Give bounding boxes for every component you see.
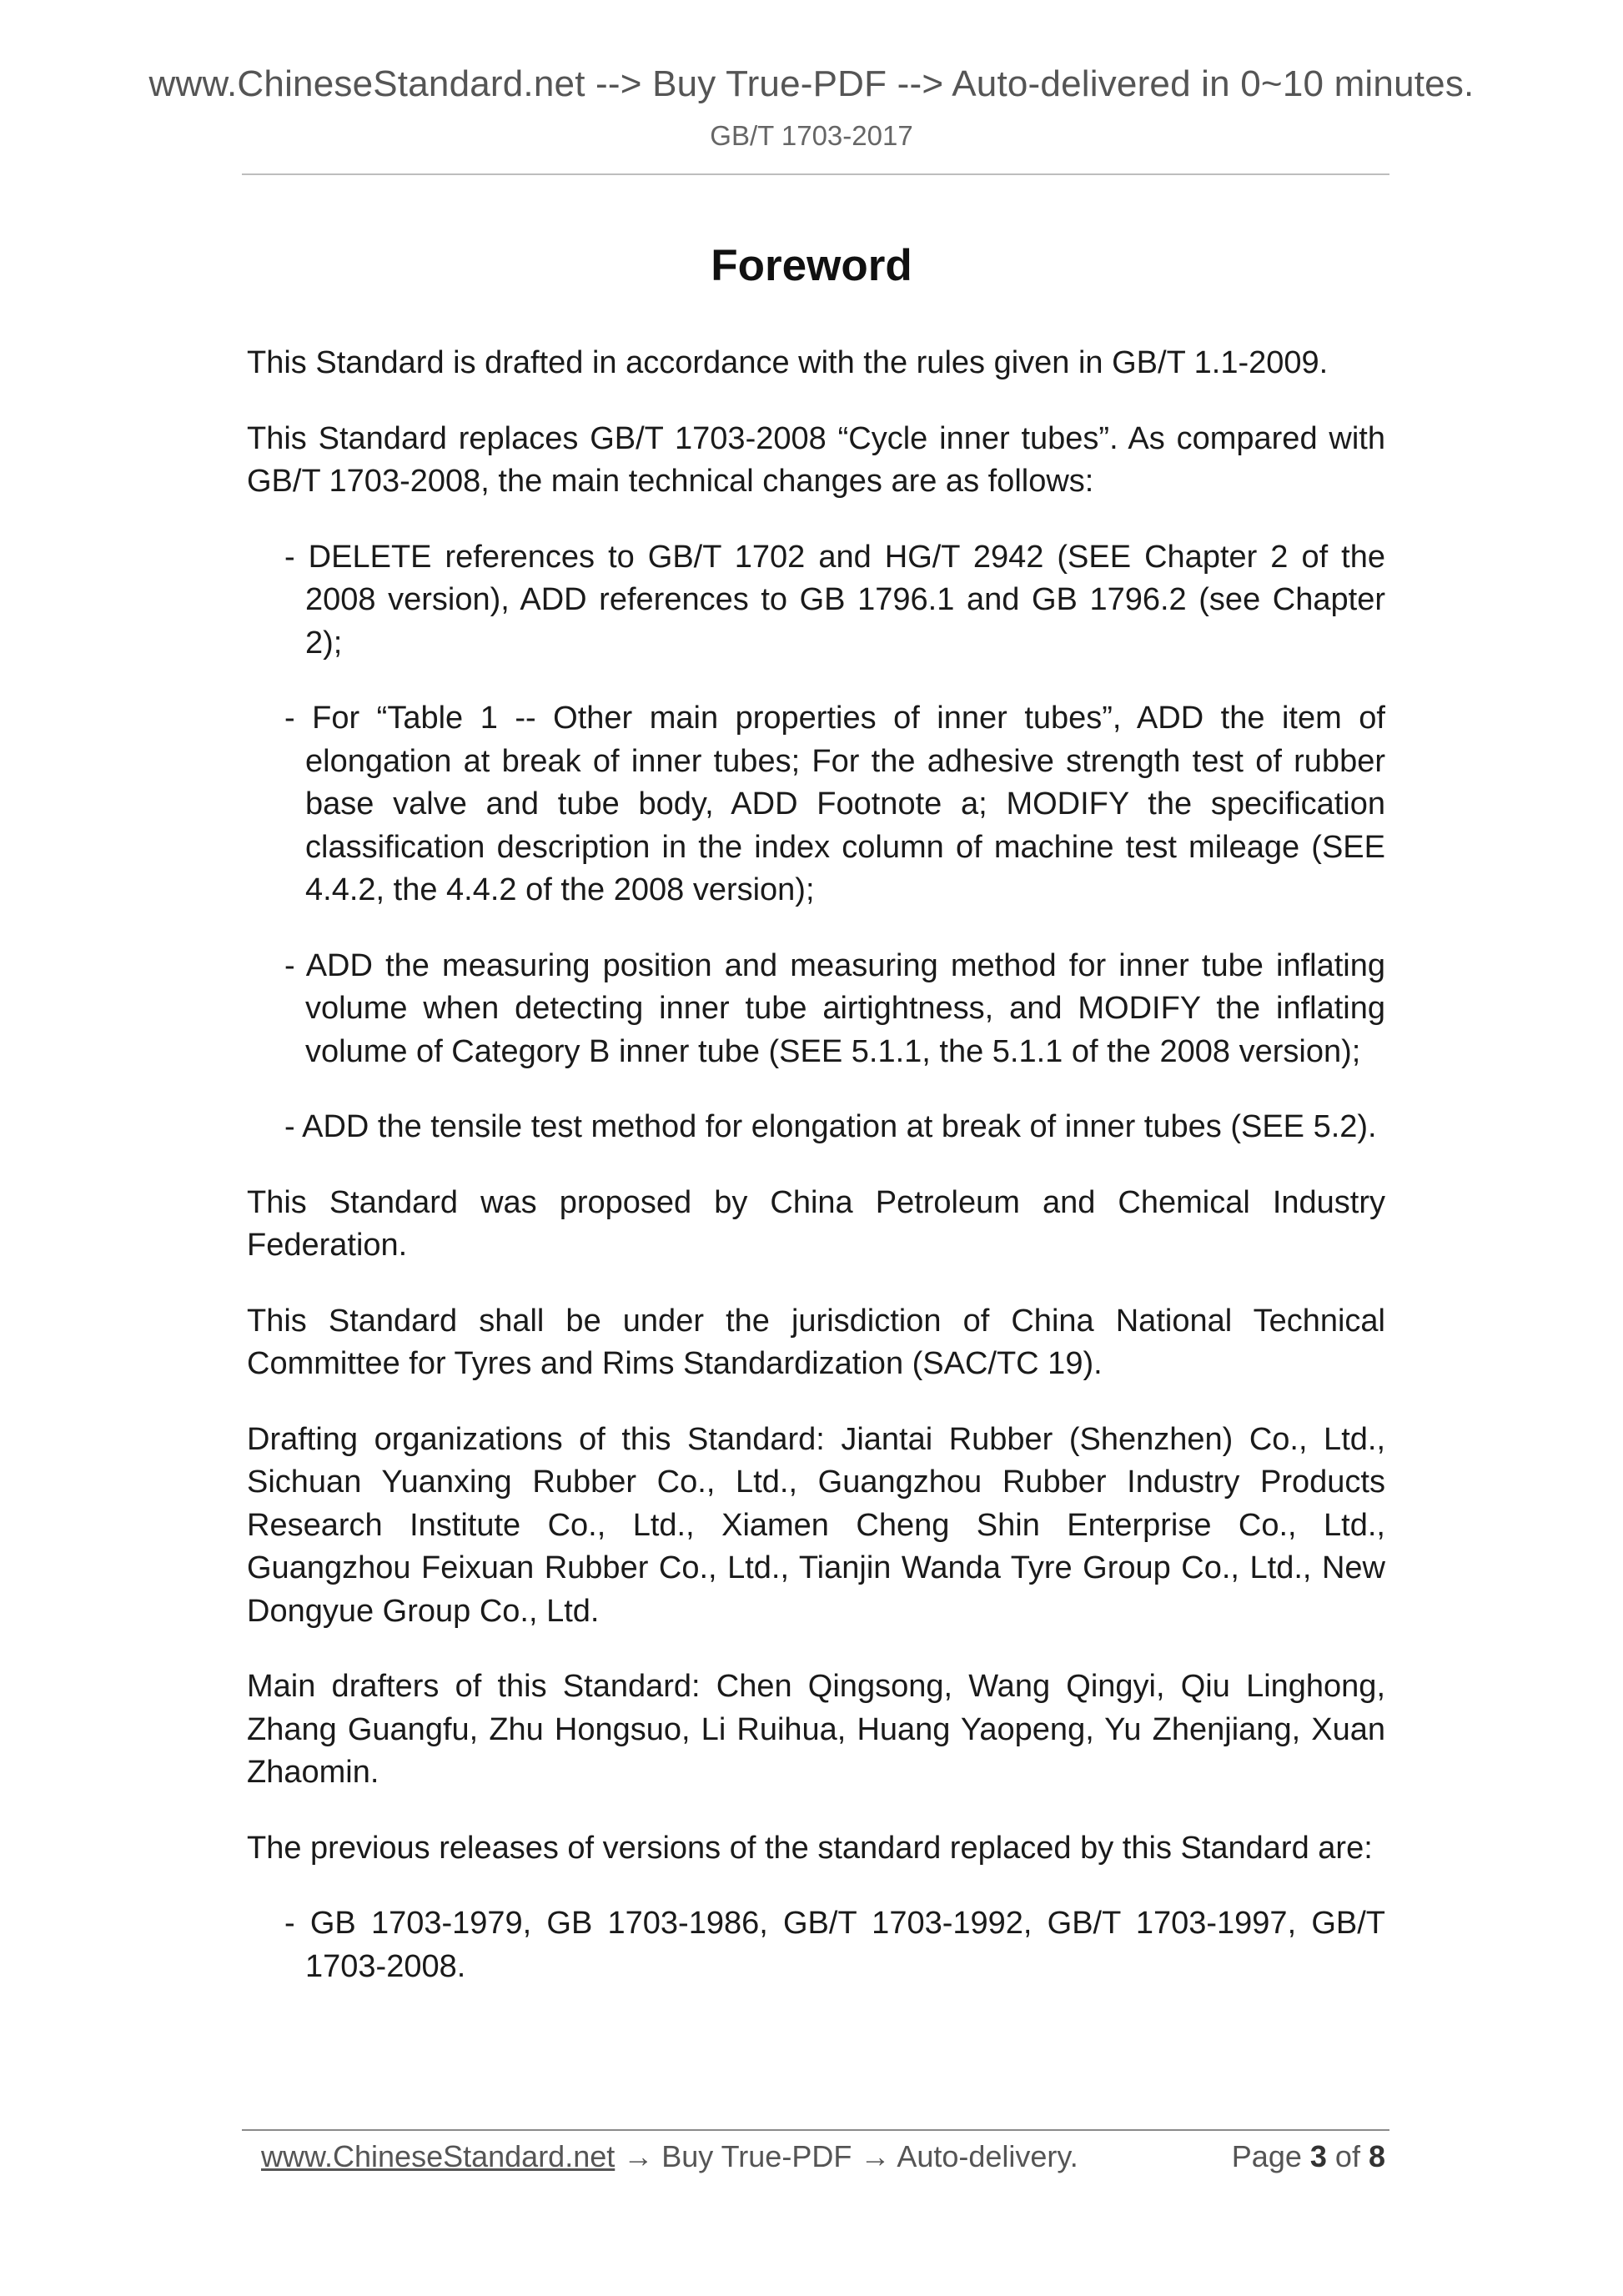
paragraph-previous-releases: The previous releases of versions of the standard replaced by this Standard are:: [247, 1830, 1373, 1866]
paragraph-main-drafters: Main drafters of this Standard: Chen Qingsong, Wang Qingyi, Qiu Linghong, Zhang Guangfu, Zhu Hongsuo, Li Ruihua, Huang Yaopeng, Yu Zhenjiang, Xuan Zhaomin.: [247, 1669, 1385, 1790]
list-item-change-3: - ADD the measuring position and measuring method for inner tube inflating volume when detecting inner tube airtightness, and MODIFY the inflating volume of Category B inner tube (SEE 5.1.1, the 5.1.1 of the 2008 version);: [284, 947, 1385, 1069]
list-item-change-1: - DELETE references to GB/T 1702 and HG/T 2942 (SEE Chapter 2 of the 2008 version), ADD references to GB 1796.1 and GB 1796.2 (see Chapter 2);: [284, 539, 1385, 661]
list-item-change-4: - ADD the tensile test method for elongation at break of inner tubes (SEE 5.2).: [284, 1109, 1377, 1144]
paragraph-drafting-rules: This Standard is drafted in accordance with the rules given in GB/T 1.1-2009.: [247, 345, 1329, 380]
page-indicator: [1232, 2136, 1385, 2178]
footer-left: [261, 2136, 1078, 2178]
paragraph-proposed-by: This Standard was proposed by China Petroleum and Chemical Industry Federation.: [247, 1184, 1385, 1263]
page-word: Page: [1231, 2139, 1302, 2173]
page-total: 8: [1368, 2139, 1385, 2173]
footer-divider: [242, 2129, 1389, 2131]
paragraph-jurisdiction: This Standard shall be under the jurisdiction of China National Technical Committee for Tyres and Rims Standardization (SAC/TC 19).: [247, 1303, 1385, 1381]
footer-tagline: → Buy True-PDF → Auto-delivery.: [615, 2139, 1078, 2173]
list-item-change-2: - For “Table 1 -- Other main properties of inner tubes”, ADD the item of elongation at break of inner tubes; For the adhesive strength test of rubber base valve and tube body, ADD Footnote a; MODIFY the specification classification description in the index column of machine test mileage (SEE 4.4.2, the 4.4.2 of the 2008 version);: [284, 701, 1385, 907]
page-footer: [261, 2136, 1385, 2178]
list-item-previous-versions: - GB 1703-1979, GB 1703-1986, GB/T 1703-1992, GB/T 1703-1997, GB/T 1703-2008.: [284, 1906, 1385, 1984]
header-banner: www.ChineseStandard.net --> Buy True-PDF --> Auto-delivered in 0~10 minutes.: [148, 63, 1475, 104]
paragraph-replaces: This Standard replaces GB/T 1703-2008 “Cycle inner tubes”. As compared with GB/T 1703-2008, the main technical changes are as follows:: [247, 420, 1385, 499]
paragraph-drafting-organizations: Drafting organizations of this Standard: Jiantai Rubber (Shenzhen) Co., Ltd., Sichuan Yuanxing Rubber Co., Ltd., Guangzhou Rubber Industry Products Research Institute Co., Ltd., Xiamen Cheng Shin Enterprise Co., Ltd., Guangzhou Feixuan Rubber Co., Ltd., Tianjin Wanda Tyre Group Co., Ltd., New Dongyue Group Co., Ltd.: [247, 1421, 1385, 1629]
page-current: 3: [1309, 2139, 1327, 2173]
header-doc-id: GB/T 1703-2017: [710, 120, 913, 151]
header-divider: [242, 173, 1389, 175]
page-title: Foreword: [711, 241, 912, 290]
body-content: [247, 342, 1385, 2021]
of-word: of: [1334, 2139, 1360, 2173]
footer-website-link[interactable]: www.ChineseStandard.net: [261, 2139, 616, 2173]
